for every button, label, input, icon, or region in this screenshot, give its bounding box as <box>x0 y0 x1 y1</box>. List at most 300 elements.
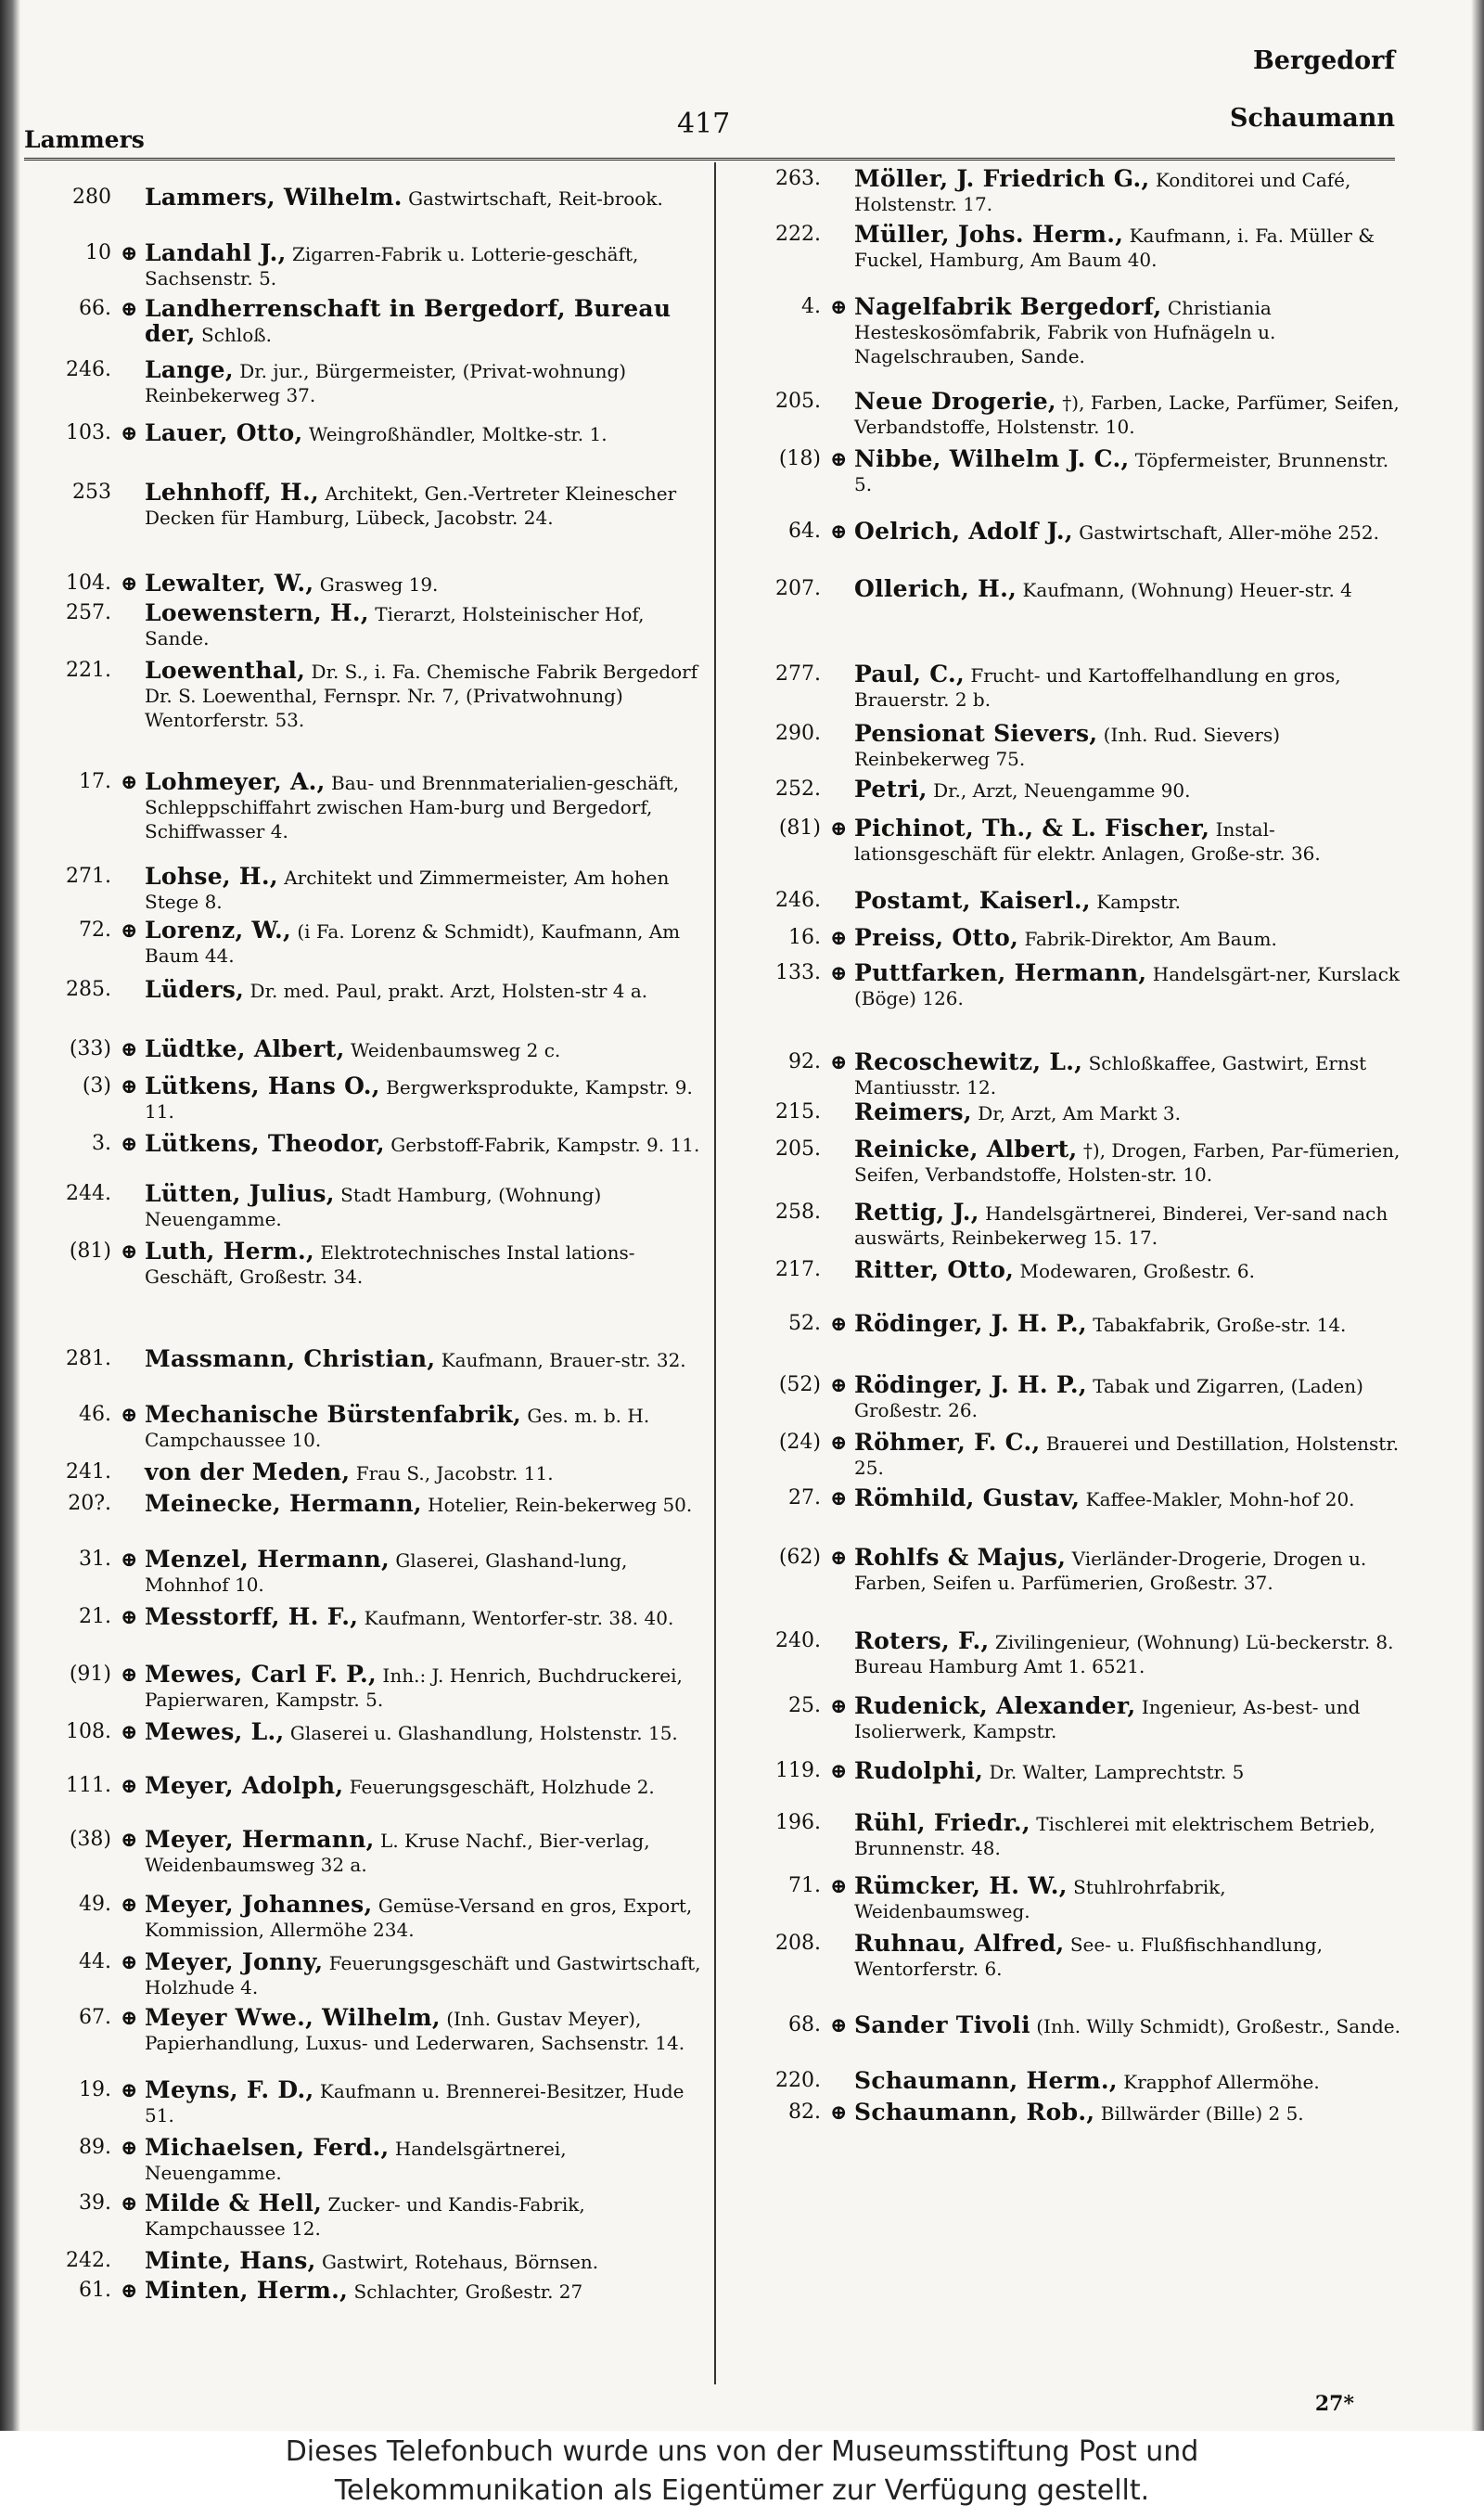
entry-details: Bau- und Brennmaterialien-geschäft, Schleppschiffahrt zwischen Ham-burg und Bergedorf, Schiffwasser 4. <box>145 772 680 842</box>
entry-name: Lammers, Wilhelm. <box>145 184 403 211</box>
phone-number: 242. <box>66 2249 111 2272</box>
listing-marker-icon: ⊕ <box>121 421 138 445</box>
entry-name: Lewalter, W., <box>145 570 314 597</box>
directory-entry <box>728 1629 1405 1678</box>
directory-entry <box>728 1201 1405 1250</box>
entry-details: Tabakfabrik, Große-str. 14. <box>1086 1314 1347 1336</box>
phone-number: 66. <box>79 297 111 320</box>
directory-entry <box>37 1460 705 1485</box>
entry-text <box>145 1720 705 1745</box>
entry-name: Menzel, Hermann, <box>145 1546 390 1573</box>
phone-number: 17. <box>79 770 111 793</box>
entry-details: Elektrotechnisches Instal lations-Geschäft, Großestr. 34. <box>145 1241 635 1288</box>
entry-text <box>854 926 1405 951</box>
phone-number: (33) <box>69 1037 111 1060</box>
entry-name: Rödinger, J. H. P., <box>854 1310 1087 1337</box>
directory-entry <box>37 1492 705 1517</box>
directory-entry <box>37 1240 705 1289</box>
entry-details: Gastwirtschaft, Reit-brook. <box>402 187 663 210</box>
listing-marker-icon: ⊕ <box>121 770 138 794</box>
directory-entry <box>37 1663 705 1712</box>
directory-entry <box>728 577 1405 602</box>
listing-marker-icon: ⊕ <box>830 1486 848 1510</box>
entry-details: Kaufmann, Brauer-str. 32. <box>435 1349 686 1371</box>
phone-number: (38) <box>69 1828 111 1851</box>
entry-details: Modewaren, Großestr. 6. <box>1014 1260 1255 1282</box>
directory-entry <box>37 2249 705 2274</box>
entry-details: Kampstr. <box>1090 891 1181 913</box>
directory-entry <box>37 865 705 914</box>
phone-number: 290. <box>775 722 821 745</box>
entry-text <box>145 2136 705 2185</box>
listing-marker-icon <box>830 2069 854 2094</box>
entry-name: Roters, F., <box>854 1627 990 1654</box>
phone-number: 44. <box>79 1950 111 1973</box>
entry-text <box>854 1874 1405 1923</box>
entry-text <box>145 1240 705 1289</box>
entry-text <box>145 2191 705 2241</box>
entry-name: Loewenthal, <box>145 657 306 684</box>
entry-text <box>854 1312 1405 1337</box>
footer-line-2: Telekommunikation als Eigentümer zur Verfügung gestellt. <box>334 2474 1150 2507</box>
entry-text <box>145 297 705 347</box>
entry-text <box>854 1811 1405 1860</box>
entry-text <box>854 1759 1405 1784</box>
entry-text <box>145 1182 705 1231</box>
phone-number: 68. <box>788 2013 821 2036</box>
entry-name: Reinicke, Albert, <box>854 1136 1078 1163</box>
listing-marker-icon: ⊕ <box>121 572 138 596</box>
entry-text <box>145 572 705 597</box>
entry-text <box>854 1694 1405 1743</box>
entry-details: L. Kruse Nachf., Bier-verlag, Weidenbaumsweg 32 a. <box>145 1830 650 1876</box>
entry-details: Kaufmann, (Wohnung) Heuer-str. 4 <box>1017 579 1352 601</box>
entry-text <box>854 447 1405 496</box>
directory-entry <box>728 1486 1405 1511</box>
entry-details: Zigarren-Fabrik u. Lotterie-geschäft, Sachsenstr. 5. <box>145 243 639 289</box>
entry-details: Gastwirtschaft, Aller-möhe 252. <box>1072 521 1379 544</box>
listing-marker-icon: ⊕ <box>830 2013 848 2037</box>
listing-marker-icon <box>121 358 145 407</box>
entry-details: Tischlerei mit elektrischem Betrieb, Brunnenstr. 48. <box>854 1813 1375 1859</box>
directory-entry <box>728 390 1405 439</box>
entry-details: Feuerungsgeschäft, Holzhude 2. <box>343 1776 655 1798</box>
entry-name: Milde & Hell, <box>145 2190 323 2216</box>
directory-entry <box>728 662 1405 712</box>
listing-marker-icon <box>830 1100 854 1125</box>
listing-marker-icon: ⊕ <box>121 1893 138 1917</box>
page-signature-mark: 27* <box>1314 2392 1354 2416</box>
entry-details: See- u. Flußfischhandlung, Wentorferstr. 6. <box>854 1933 1323 1980</box>
directory-entry <box>728 777 1405 803</box>
entry-details: (Inh. Rud. Sievers) Reinbekerweg 75. <box>854 724 1281 770</box>
entry-details: Frau S., Jacobstr. 11. <box>350 1462 554 1484</box>
directory-entry <box>728 1694 1405 1743</box>
directory-entry <box>37 2006 705 2055</box>
directory-entry <box>728 1312 1405 1337</box>
header-town: Bergedorf <box>1252 46 1395 75</box>
entry-details: Dr. Walter, Lamprechtstr. 5 <box>983 1761 1245 1783</box>
entry-details: Billwärder (Bille) 2 5. <box>1094 2102 1304 2125</box>
entry-details: Feuerungsgeschäft und Gastwirtschaft, Holzhude 4. <box>145 1952 701 1998</box>
entry-name: Mewes, Carl F. P., <box>145 1661 377 1688</box>
directory-entry <box>37 2078 705 2127</box>
phone-number: 133. <box>775 961 821 984</box>
entry-text <box>145 186 705 211</box>
directory-entry <box>37 601 705 650</box>
directory-entry <box>37 186 705 211</box>
entry-text <box>145 481 705 530</box>
entry-text <box>145 1347 705 1372</box>
entry-text <box>854 1629 1405 1678</box>
phone-number: 4. <box>801 295 821 318</box>
listing-marker-icon <box>830 1629 854 1678</box>
phone-number: 215. <box>775 1100 821 1124</box>
listing-marker-icon: ⊕ <box>830 1431 848 1455</box>
directory-entry <box>37 1774 705 1799</box>
entry-name: Müller, Johs. Herm., <box>854 221 1124 248</box>
entry-name: Römhild, Gustav, <box>854 1484 1081 1511</box>
phone-number: 258. <box>775 1201 821 1224</box>
directory-entry <box>728 2100 1405 2126</box>
header-left-keyword: Lammers <box>24 126 145 153</box>
phone-number: 52. <box>788 1312 821 1335</box>
entry-name: Möller, J. Friedrich G., <box>854 165 1150 192</box>
entry-text <box>145 978 705 1003</box>
listing-marker-icon: ⊕ <box>121 1074 138 1098</box>
phone-number: 46. <box>79 1403 111 1426</box>
directory-entry <box>728 1546 1405 1595</box>
entry-name: Recoschewitz, L., <box>854 1048 1083 1075</box>
entry-details: Grasweg 19. <box>313 573 439 596</box>
entry-details: Glaserei, Glashand-lung, Mohnhof 10. <box>145 1549 628 1596</box>
phone-number: 241. <box>66 1460 111 1484</box>
listing-marker-icon <box>121 481 145 530</box>
directory-entry <box>37 1605 705 1630</box>
phone-number: 205. <box>775 390 821 413</box>
directory-entry <box>37 978 705 1003</box>
entry-details: Brauerei und Destillation, Holstenstr. 25. <box>854 1432 1400 1479</box>
listing-marker-icon <box>121 659 145 732</box>
entry-details: Bergwerksprodukte, Kampstr. 9. 11. <box>145 1076 693 1123</box>
entry-text <box>854 167 1405 216</box>
page-edge-right <box>1471 0 1484 2431</box>
entry-text <box>854 520 1405 545</box>
entry-text <box>854 1431 1405 1480</box>
phone-number: 221. <box>66 659 111 682</box>
entry-details: Konditorei und Café, Holstenstr. 17. <box>854 169 1351 215</box>
entry-name: Rohlfs & Majus, <box>854 1544 1067 1571</box>
phone-number: 72. <box>79 919 111 942</box>
listing-marker-icon <box>830 777 854 803</box>
phone-number: 257. <box>66 601 111 624</box>
listing-marker-icon: ⊕ <box>121 1950 138 1974</box>
page-number: 417 <box>677 108 731 140</box>
directory-entry <box>37 241 705 290</box>
entry-text <box>145 2249 705 2274</box>
listing-marker-icon <box>830 889 854 914</box>
entry-details: Kaffee-Makler, Mohn-hof 20. <box>1080 1488 1355 1510</box>
directory-entry <box>37 572 705 597</box>
listing-marker-icon <box>830 1811 854 1860</box>
entry-name: Oelrich, Adolf J., <box>854 518 1073 545</box>
phone-number: 25. <box>788 1694 821 1717</box>
entry-details: Schlachter, Großestr. 27 <box>348 2280 583 2303</box>
entry-name: Minte, Hans, <box>145 2247 316 2274</box>
phone-number: 82. <box>788 2100 821 2124</box>
footer-credit <box>0 2433 1484 2518</box>
phone-number: 285. <box>66 978 111 1001</box>
listing-marker-icon: ⊕ <box>121 1663 138 1687</box>
listing-marker-icon <box>121 1492 145 1517</box>
directory-entry <box>37 1720 705 1745</box>
directory-entry <box>37 1037 705 1062</box>
listing-marker-icon <box>121 1460 145 1485</box>
entry-name: Meyer Wwe., Wilhelm, <box>145 2004 441 2031</box>
column-divider <box>714 162 716 2384</box>
listing-marker-icon <box>830 1201 854 1250</box>
header-right-keyword: Schaumann <box>1229 104 1395 133</box>
entry-details: Architekt und Zimmermeister, Am hohen Stege 8. <box>145 867 670 913</box>
listing-marker-icon <box>121 186 145 211</box>
entry-text <box>145 1403 705 1452</box>
directory-entry <box>728 816 1405 866</box>
entry-details: Glaserei u. Glashandlung, Holstenstr. 15. <box>284 1722 678 1744</box>
directory-entry <box>728 926 1405 951</box>
entry-name: Michaelsen, Ferd., <box>145 2134 390 2161</box>
entry-details: Kaufmann, Wentorfer-str. 38. 40. <box>358 1607 674 1629</box>
directory-entry <box>728 1100 1405 1125</box>
entry-text <box>145 241 705 290</box>
entry-text <box>145 2078 705 2127</box>
phone-number: 64. <box>788 520 821 543</box>
listing-marker-icon <box>121 2249 145 2274</box>
entry-text <box>145 2279 705 2304</box>
listing-marker-icon: ⊕ <box>830 2100 848 2125</box>
phone-number: (81) <box>778 816 821 840</box>
phone-number: 49. <box>79 1893 111 1916</box>
entry-name: Pichinot, Th., & L. Fischer, <box>854 815 1210 841</box>
entry-text <box>854 1932 1405 1981</box>
directory-entry <box>37 1403 705 1452</box>
entry-name: Ruhnau, Alfred, <box>854 1930 1065 1957</box>
directory-entry <box>37 1950 705 1999</box>
entry-text <box>854 295 1405 368</box>
phone-number: 222. <box>775 223 821 246</box>
entry-text <box>145 919 705 968</box>
entry-details: Dr, Arzt, Am Markt 3. <box>971 1102 1181 1124</box>
directory-entry <box>37 481 705 530</box>
entry-details: Ges. m. b. H. Campchaussee 10. <box>145 1405 650 1451</box>
listing-marker-icon: ⊕ <box>121 1828 138 1852</box>
entry-details: Weidenbaumsweg 2 c. <box>344 1039 561 1061</box>
entry-details: Hotelier, Rein-bekerweg 50. <box>421 1494 693 1516</box>
entry-details: Tierarzt, Holsteinischer Hof, Sande. <box>145 603 645 649</box>
phone-number: 67. <box>79 2006 111 2029</box>
directory-entry <box>37 1074 705 1124</box>
entry-text <box>145 659 705 732</box>
listing-marker-icon <box>121 978 145 1003</box>
directory-entry <box>728 722 1405 771</box>
entry-details: Krapphof Allermöhe. <box>1117 2071 1320 2093</box>
entry-text <box>145 2006 705 2055</box>
entry-text <box>145 1774 705 1799</box>
entry-text <box>145 1548 705 1597</box>
phone-number: 244. <box>66 1182 111 1205</box>
entry-name: Lütkens, Hans O., <box>145 1073 380 1099</box>
listing-marker-icon: ⊕ <box>121 2078 138 2102</box>
entry-details: Weingroßhändler, Moltke-str. 1. <box>302 423 608 445</box>
entry-details: Gerbstoff-Fabrik, Kampstr. 9. 11. <box>384 1134 700 1156</box>
listing-marker-icon: ⊕ <box>830 1050 848 1074</box>
listing-marker-icon: ⊕ <box>121 1240 138 1264</box>
entry-name: Rettig, J., <box>854 1199 979 1226</box>
phone-number: 271. <box>66 865 111 888</box>
entry-name: Ollerich, H., <box>854 575 1017 602</box>
listing-marker-icon <box>121 1182 145 1231</box>
entry-text <box>145 1132 705 1157</box>
phone-number: 71. <box>788 1874 821 1897</box>
listing-marker-icon <box>830 223 854 272</box>
listing-marker-icon: ⊕ <box>121 919 138 943</box>
entry-text <box>854 1201 1405 1250</box>
entry-text <box>145 1037 705 1062</box>
phone-number: 119. <box>775 1759 821 1782</box>
listing-marker-icon: ⊕ <box>830 295 848 319</box>
entry-name: Puttfarken, Hermann, <box>854 959 1147 986</box>
footer-line-1: Dieses Telefonbuch wurde uns von der Museumsstiftung Post und <box>285 2435 1199 2468</box>
entry-name: Nibbe, Wilhelm J. C., <box>854 445 1130 472</box>
entry-details: Fabrik-Direktor, Am Baum. <box>1018 928 1277 950</box>
listing-marker-icon <box>121 1347 145 1372</box>
entry-name: Petri, <box>854 776 928 803</box>
entry-text <box>854 961 1405 1010</box>
listing-marker-icon: ⊕ <box>830 447 848 471</box>
entry-name: Lohmeyer, A., <box>145 768 326 795</box>
entry-details: Zucker- und Kandis-Fabrik, Kampchaussee 12. <box>145 2193 585 2240</box>
entry-text <box>854 662 1405 712</box>
entry-name: Loewenstern, H., <box>145 599 369 626</box>
directory-entry <box>37 2136 705 2185</box>
listing-marker-icon <box>830 390 854 439</box>
phone-number: 281. <box>66 1347 111 1370</box>
listing-marker-icon: ⊕ <box>121 1403 138 1427</box>
entry-details: Handelsgärtnerei, Neuengamme. <box>145 2138 567 2184</box>
directory-entry <box>728 1811 1405 1860</box>
entry-name: Postamt, Kaiserl., <box>854 887 1091 914</box>
listing-marker-icon <box>830 662 854 712</box>
entry-details: Töpfermeister, Brunnenstr. 5. <box>854 449 1389 495</box>
listing-marker-icon <box>830 167 854 216</box>
listing-marker-icon: ⊕ <box>830 1546 848 1570</box>
listing-marker-icon: ⊕ <box>830 520 848 544</box>
listing-marker-icon: ⊕ <box>830 1759 848 1783</box>
entry-name: Minten, Herm., <box>145 2277 349 2304</box>
entry-text <box>854 1258 1405 1283</box>
listing-marker-icon: ⊕ <box>830 816 848 841</box>
entry-text <box>854 777 1405 803</box>
entry-details: Architekt, Gen.-Vertreter Kleinescher Decken für Hamburg, Lübeck, Jacobstr. 24. <box>145 482 677 529</box>
phone-number: 196. <box>775 1811 821 1834</box>
entry-text <box>854 1137 1405 1187</box>
directory-entry <box>728 2013 1405 2038</box>
entry-name: Meyer, Adolph, <box>145 1772 344 1799</box>
directory-entry <box>728 1050 1405 1099</box>
listing-marker-icon: ⊕ <box>121 2279 138 2303</box>
entry-details: Instal-lationsgeschäft für elektr. Anlagen, Große-str. 36. <box>854 818 1321 865</box>
directory-entry <box>728 1258 1405 1283</box>
listing-marker-icon: ⊕ <box>121 1037 138 1061</box>
directory-entry <box>37 1182 705 1231</box>
listing-marker-icon: ⊕ <box>121 1720 138 1744</box>
entry-name: Lohse, H., <box>145 863 278 890</box>
phone-number: 240. <box>775 1629 821 1652</box>
entry-details: †), Drogen, Farben, Par-fümerien, Seifen, Verbandstoffe, Holsten-str. 10. <box>854 1139 1401 1186</box>
directory-entry <box>728 447 1405 496</box>
listing-marker-icon <box>830 1258 854 1283</box>
phone-number: (3) <box>82 1074 111 1098</box>
phone-number: 220. <box>775 2069 821 2092</box>
entry-details: (Inh. Willy Schmidt), Großestr., Sande. <box>1030 2015 1401 2037</box>
entry-text <box>145 1492 705 1517</box>
entry-name: Messtorff, H. F., <box>145 1603 359 1630</box>
phone-number: 205. <box>775 1137 821 1161</box>
entry-details: Frucht- und Kartoffelhandlung en gros, Brauerstr. 2 b. <box>854 664 1341 711</box>
header-rule <box>24 158 1395 161</box>
phone-number: (18) <box>778 447 821 470</box>
entry-text <box>145 770 705 843</box>
directory-entry <box>37 2279 705 2304</box>
entry-name: Mechanische Bürstenfabrik, <box>145 1401 522 1428</box>
entry-text <box>145 421 705 446</box>
phone-number: 263. <box>775 167 821 190</box>
listing-marker-icon: ⊕ <box>121 2006 138 2030</box>
phone-number: (24) <box>778 1431 821 1454</box>
phone-number: 61. <box>79 2279 111 2302</box>
entry-text <box>145 865 705 914</box>
entry-name: Landahl J., <box>145 239 287 266</box>
entry-details: Dr., Arzt, Neuengamme 90. <box>927 779 1191 802</box>
entry-name: Rudenick, Alexander, <box>854 1692 1136 1719</box>
phone-number: (91) <box>69 1663 111 1686</box>
entry-name: Sander Tivoli <box>854 2011 1030 2038</box>
entry-text <box>854 2100 1405 2126</box>
listing-marker-icon: ⊕ <box>830 926 848 950</box>
listing-marker-icon <box>830 722 854 771</box>
entry-name: Landherrenschaft in Bergedorf, Bureau der, <box>145 295 672 347</box>
entry-name: Reimers, <box>854 1098 972 1125</box>
entry-name: Meinecke, Hermann, <box>145 1490 422 1517</box>
listing-marker-icon <box>121 601 145 650</box>
phone-number: 92. <box>788 1050 821 1073</box>
listing-marker-icon <box>830 577 854 602</box>
entry-name: Lauer, Otto, <box>145 419 303 446</box>
entry-name: Ritter, Otto, <box>854 1256 1015 1283</box>
phone-number: 207. <box>775 577 821 600</box>
phone-number: 108. <box>66 1720 111 1743</box>
entry-details: Stadt Hamburg, (Wohnung) Neuengamme. <box>145 1184 602 1230</box>
entry-text <box>854 390 1405 439</box>
entry-name: Massmann, Christian, <box>145 1345 436 1372</box>
entry-details: Inh.: J. Henrich, Buchdruckerei, Papierwaren, Kampstr. 5. <box>145 1664 683 1711</box>
entry-text <box>145 1893 705 1942</box>
phone-number: 20?. <box>68 1492 111 1515</box>
phone-number: 89. <box>79 2136 111 2159</box>
entry-details: Zivilingenieur, (Wohnung) Lü-beckerstr. 8. Bureau Hamburg Amt 1. 6521. <box>854 1631 1394 1677</box>
entry-text <box>145 1074 705 1124</box>
directory-entry <box>37 1548 705 1597</box>
entry-details: Kaufmann u. Brennerei-Besitzer, Hude 51. <box>145 2080 684 2126</box>
